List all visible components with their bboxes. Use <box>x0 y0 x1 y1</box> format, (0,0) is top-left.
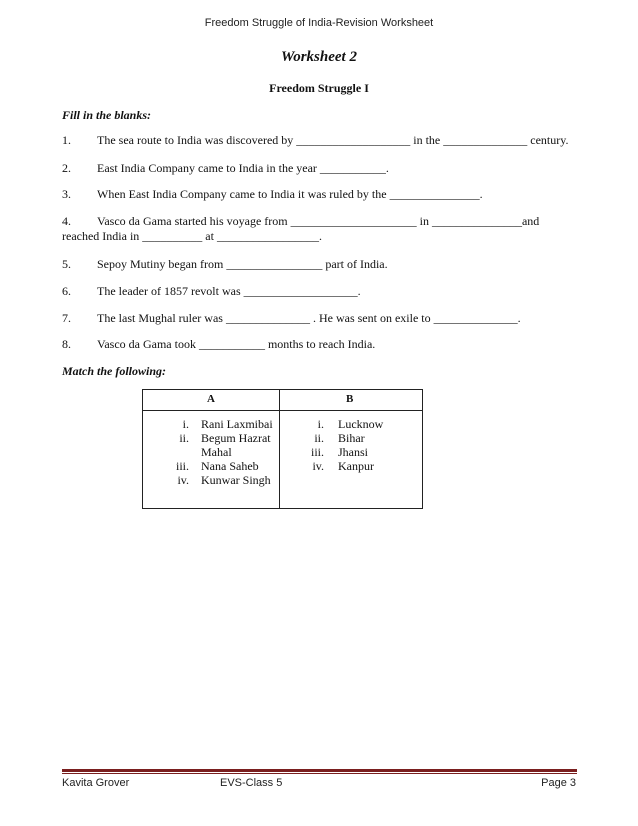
item-a-text: Kunwar Singh <box>201 473 271 487</box>
item-a-text: Begum Hazrat <box>201 431 271 445</box>
worksheet-title: Worksheet 2 <box>281 49 357 65</box>
item-a-number: i. <box>182 417 189 431</box>
item-a-text: Rani Laxmibai <box>201 417 273 431</box>
question-number: 1. <box>62 133 71 147</box>
footer-page-number: Page 3 <box>541 777 576 789</box>
question-number: 8. <box>62 337 71 351</box>
header-divider <box>143 410 422 411</box>
question-text: Sepoy Mutiny began from ________________ part of India. <box>97 257 388 271</box>
item-b-text: Lucknow <box>338 417 384 431</box>
worksheet-subtitle: Freedom Struggle I <box>269 81 369 95</box>
item-a-number: iv. <box>177 473 189 487</box>
question-number: 6. <box>62 284 71 298</box>
question-text: Vasco da Gama took ___________ months to reach India. <box>97 337 376 351</box>
question-text: The last Mughal ruler was ______________ . He was sent on exile to ______________. <box>97 311 521 325</box>
column-a-header: A <box>207 393 215 405</box>
fill-blanks-heading: Fill in the blanks: <box>62 108 152 122</box>
question-number: 5. <box>62 257 71 271</box>
item-a-number: ii. <box>179 431 189 445</box>
item-a-text: Mahal <box>201 445 232 459</box>
footer-class: EVS-Class 5 <box>220 777 283 789</box>
item-b-number: iii. <box>310 445 324 459</box>
footer-author: Kavita Grover <box>62 777 130 789</box>
column-divider <box>279 390 280 508</box>
item-b-number: i. <box>317 417 324 431</box>
question-text: East India Company came to India in the year ___________. <box>97 161 389 175</box>
running-header: Freedom Struggle of India-Revision Worksheet <box>204 17 434 29</box>
question-text: When East India Company came to India it was ruled by the _______________. <box>97 187 483 201</box>
item-b-text: Jhansi <box>338 445 368 459</box>
item-b-number: iv. <box>312 459 324 473</box>
item-b-number: ii. <box>314 431 324 445</box>
question-number: 4. <box>62 214 71 228</box>
question-text: Vasco da Gama started his voyage from _____________________ in _______________and <box>97 214 540 228</box>
item-a-number: iii. <box>175 459 189 473</box>
footer-rule <box>62 769 577 772</box>
question-number: 3. <box>62 187 71 201</box>
footer-rule-thin <box>62 773 577 774</box>
item-a-text: Nana Saheb <box>201 459 259 473</box>
question-text: The leader of 1857 revolt was ___________________. <box>97 284 361 298</box>
match-heading: Match the following: <box>62 364 167 378</box>
question-text-continued: reached India in __________ at _________________. <box>62 229 322 243</box>
column-b-header: B <box>346 393 354 405</box>
item-b-text: Bihar <box>338 431 365 445</box>
item-b-text: Kanpur <box>338 459 374 473</box>
match-table <box>142 389 423 509</box>
question-text: The sea route to India was discovered by ___________________ in the ______________ century. <box>97 133 569 147</box>
question-number: 2. <box>62 161 71 175</box>
question-number: 7. <box>62 311 71 325</box>
